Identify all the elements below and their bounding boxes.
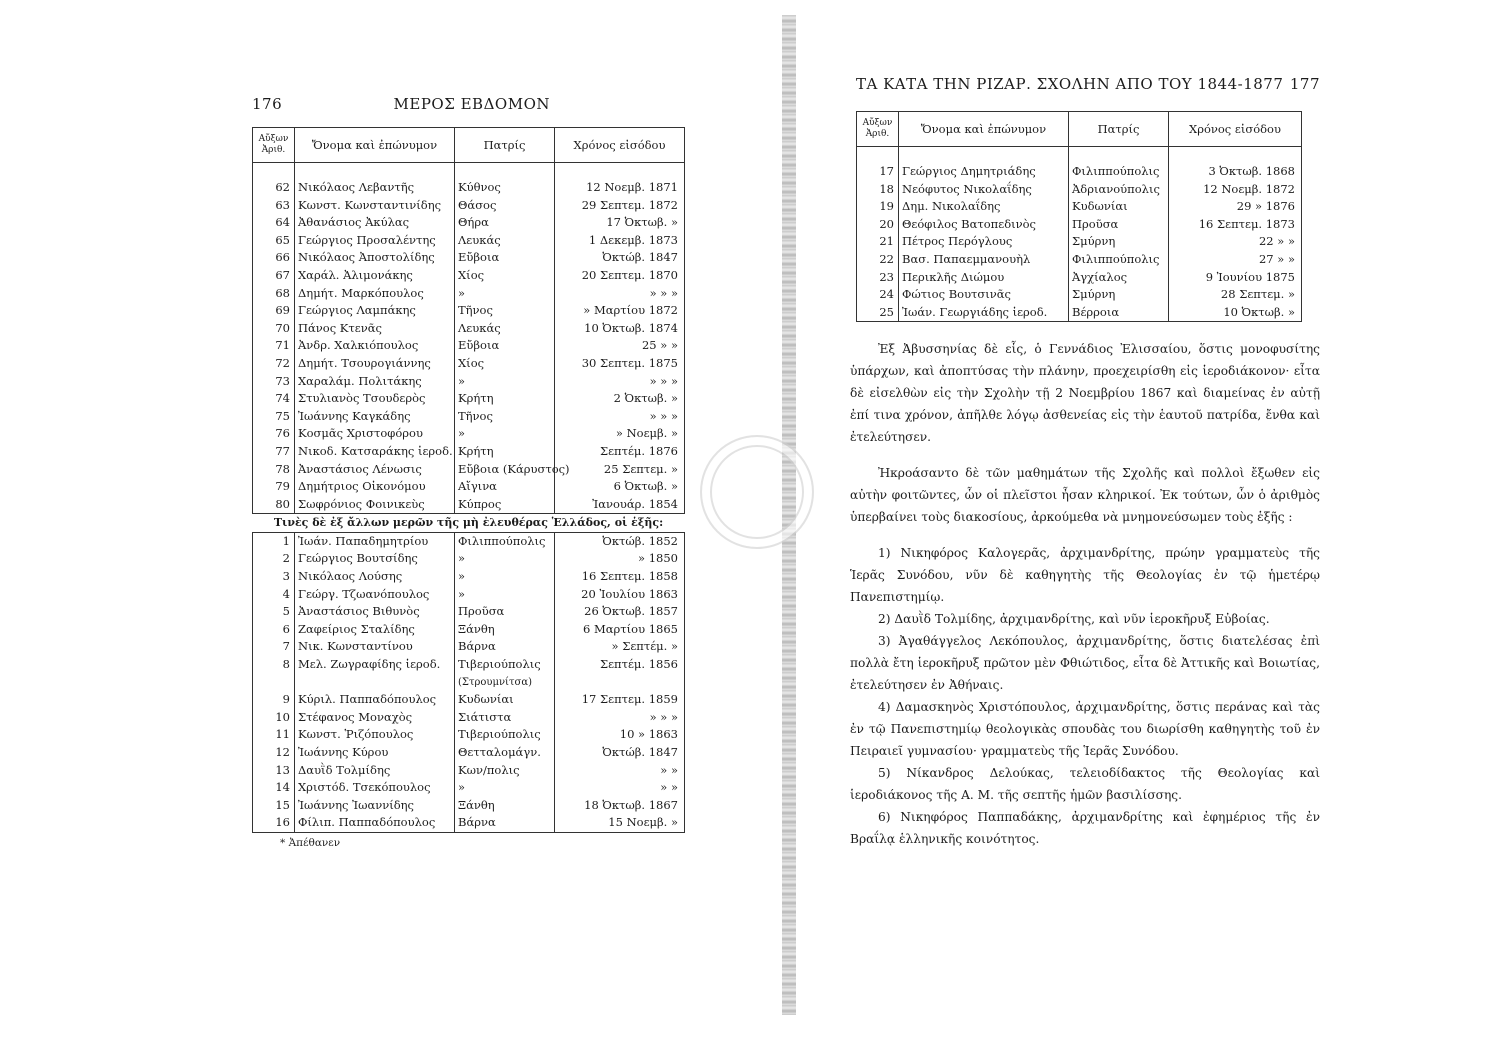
- right-page: [850, 75, 1320, 850]
- entry-date: » » »: [555, 373, 685, 391]
- student-name: Θεόφιλος Βατοπεδινὸς: [899, 216, 1069, 234]
- row-number: 3: [253, 568, 295, 586]
- entry-date: » » »: [555, 408, 685, 426]
- entry-date: Σεπτέμ. 1856: [555, 656, 685, 674]
- table-row: [253, 232, 685, 250]
- homeland: Θετταλομάγν.: [455, 744, 555, 762]
- entry-date: 26 Ὀκτωβ. 1857: [555, 603, 685, 621]
- row-number: 76: [253, 425, 295, 443]
- homeland: Τιβεριούπολις: [455, 656, 555, 674]
- row-number: 13: [253, 762, 295, 780]
- homeland: (Στρουμνίτσα): [455, 674, 555, 692]
- table-row: [253, 461, 685, 479]
- row-number: 63: [253, 197, 295, 215]
- entry-date: 22 » »: [1169, 233, 1302, 251]
- homeland: Ξάνθη: [455, 797, 555, 815]
- homeland: Κρήτη: [455, 390, 555, 408]
- homeland: Σιάτιστα: [455, 709, 555, 727]
- entry-date: 16 Σεπτεμ. 1858: [555, 568, 685, 586]
- homeland: Βέρροια: [1069, 304, 1169, 322]
- clergy-list-item: 1) Νικηφόρος Καλογερᾶς, ἀρχιμανδρίτης, πρώην γραμματεὺς τῆς Ἱερᾶς Συνόδου, νῦν δὲ καθηγητὴς τῆς Θεολογίας ἐν τῷ ἡμετέρῳ Πανεπιστημίῳ.: [850, 546, 1320, 605]
- entry-date: » Νοεμβ. »: [555, 425, 685, 443]
- library-stamp: [700, 435, 814, 549]
- student-name: Πέτρος Περόγλους: [899, 233, 1069, 251]
- table-row: [253, 550, 685, 568]
- homeland: Ξάνθη: [455, 621, 555, 639]
- paragraph-abyssinia: Ἐξ Ἀβυσσηνίας δὲ εἷς, ὁ Γεννάδιος Ἐλισσαίου, ὅστις μονοφυσίτης ὑπάρχων, καὶ ἀποπτύσας τὴν πλάνην, προεχειρίσθη εἰς ἱεροδιάκονον· εἶτα δὲ εἰσελθὼν εἰς τὴν Σχολὴν τῇ 2 Νοεμβρίου 1867 καὶ διαμείνας ἐν αὐτῇ ἐπί τινα χρόνον, ἀπῆλθε λόγῳ ἀσθενείας εἰς τὴν ἑαυτοῦ πατρίδα, ἔνθα καὶ ἐτελεύτησεν.: [850, 342, 1320, 445]
- homeland: Προῦσα: [1069, 216, 1169, 234]
- homeland: Λευκάς: [455, 232, 555, 250]
- entry-date: Ὀκτώβ. 1847: [555, 744, 685, 762]
- student-name: Στέφανος Μοναχὸς: [295, 709, 455, 727]
- student-name: Ἀναστάσιος Λένωσις: [295, 461, 455, 479]
- row-number: 11: [253, 726, 295, 744]
- homeland: Βάρνα: [455, 814, 555, 832]
- table-row: [253, 285, 685, 303]
- student-name: Νικ. Κωνσταντίνου: [295, 638, 455, 656]
- entry-date: 27 » »: [1169, 251, 1302, 269]
- right-running-head: ΤΑ ΚΑΤΑ ΤΗΝ ΡΙΖΑΡ. ΣΧΟΛΗΝ ΑΠΟ ΤΟΥ 1844-1877: [856, 75, 1284, 93]
- student-name: Περικλῆς Διώμου: [899, 269, 1069, 287]
- homeland: Κύπρος: [455, 496, 555, 514]
- table-row: [857, 304, 1302, 322]
- row-number: 23: [857, 269, 899, 287]
- entry-date: 29 Σεπτεμ. 1872: [555, 197, 685, 215]
- row-number: 70: [253, 320, 295, 338]
- table-row: [253, 337, 685, 355]
- table-row: [253, 443, 685, 461]
- table-row: [253, 691, 685, 709]
- row-number: 65: [253, 232, 295, 250]
- entry-date: Ἰανουάρ. 1854: [555, 496, 685, 514]
- table-row: [857, 286, 1302, 304]
- table-row: [253, 496, 685, 514]
- entry-date: 20 Ἰουλίου 1863: [555, 586, 685, 604]
- entry-date: 10 Ὀκτωβ. »: [1169, 304, 1302, 322]
- entry-date: » » »: [555, 285, 685, 303]
- table-row: [253, 638, 685, 656]
- row-number: 1: [253, 532, 295, 550]
- row-number: 67: [253, 267, 295, 285]
- student-name: Φίλιπ. Παππαδόπουλος: [295, 814, 455, 832]
- left-page-header: [240, 95, 700, 113]
- row-number: 68: [253, 285, 295, 303]
- row-number: 64: [253, 214, 295, 232]
- homeland: »: [455, 568, 555, 586]
- table-row: [253, 408, 685, 426]
- right-page-header: [850, 75, 1320, 93]
- row-number: 79: [253, 478, 295, 496]
- row-number: 21: [857, 233, 899, 251]
- right-page-number: 177: [1289, 75, 1320, 93]
- table-row: [253, 179, 685, 197]
- student-name: Κωνστ. Κωνσταντινίδης: [295, 197, 455, 215]
- row-number: 80: [253, 496, 295, 514]
- row-number: 25: [857, 304, 899, 322]
- row-number: [253, 674, 295, 692]
- entry-date: 12 Νοεμβ. 1871: [555, 179, 685, 197]
- row-number: 9: [253, 691, 295, 709]
- student-name: Μελ. Ζωγραφίδης ἱεροδ.: [295, 656, 455, 674]
- homeland: Λευκάς: [455, 320, 555, 338]
- student-name: Κωνστ. Ῥιζόπουλος: [295, 726, 455, 744]
- student-name: Δημ. Νικολαΐδης: [899, 198, 1069, 216]
- section-heading-row: [253, 514, 685, 533]
- entry-date: » »: [555, 779, 685, 797]
- homeland: »: [455, 373, 555, 391]
- student-name: Ἀναστάσιος Βιθυνὸς: [295, 603, 455, 621]
- clergy-list-item: 6) Νικηφόρος Παππαδάκης, ἀρχιμανδρίτης καὶ ἐφημέριος τῆς ἐν Βραΐλᾳ ἑλληνικῆς κοινότητος.: [850, 810, 1320, 847]
- table-row: [253, 762, 685, 780]
- column-header-number: Αὔξων Ἀριθ.: [253, 128, 295, 163]
- entry-date: » »: [555, 762, 685, 780]
- row-number: 62: [253, 179, 295, 197]
- table-row: [253, 621, 685, 639]
- table-row: [253, 532, 685, 550]
- entry-date: Ὀκτώβ. 1852: [555, 532, 685, 550]
- student-name: Δημήτριος Οἰκονόμου: [295, 478, 455, 496]
- student-name: Χριστόδ. Τσεκόπουλος: [295, 779, 455, 797]
- homeland: Τῆνος: [455, 408, 555, 426]
- student-name: Γεώργιος Βουτσίδης: [295, 550, 455, 568]
- table-row: [253, 267, 685, 285]
- row-number: 78: [253, 461, 295, 479]
- entry-date: » Μαρτίου 1872: [555, 302, 685, 320]
- student-name: Γεώργιος Προσαλέντης: [295, 232, 455, 250]
- homeland: Εὔβοια (Κάρυστος): [455, 461, 555, 479]
- entry-date: 10 » 1863: [555, 726, 685, 744]
- row-number: 72: [253, 355, 295, 373]
- table-row: [253, 797, 685, 815]
- table-row: [857, 198, 1302, 216]
- table-row: [253, 373, 685, 391]
- entry-date: 2 Ὀκτωβ. »: [555, 390, 685, 408]
- column-header-homeland: Πατρίς: [455, 128, 555, 163]
- homeland: Προῦσα: [455, 603, 555, 621]
- row-number: 16: [253, 814, 295, 832]
- table-row: [253, 320, 685, 338]
- row-number: 6: [253, 621, 295, 639]
- student-name: Χαραλάμ. Πολιτάκης: [295, 373, 455, 391]
- homeland: Θάσος: [455, 197, 555, 215]
- right-student-table: [856, 111, 1302, 322]
- student-name: [295, 674, 455, 692]
- table-row: [857, 269, 1302, 287]
- entry-date: 28 Σεπτεμ. »: [1169, 286, 1302, 304]
- student-name: Δημήτ. Τσουρογιάννης: [295, 355, 455, 373]
- entry-date: 17 Σεπτεμ. 1859: [555, 691, 685, 709]
- left-page: [240, 95, 700, 849]
- column-header-entry-date: Χρόνος εἰσόδου: [1169, 112, 1302, 147]
- homeland: Φιλιππούπολις: [1069, 163, 1169, 181]
- row-number: 4: [253, 586, 295, 604]
- table-row: [253, 674, 685, 692]
- row-number: 74: [253, 390, 295, 408]
- entry-date: 1 Δεκεμβ. 1873: [555, 232, 685, 250]
- table-row: [253, 302, 685, 320]
- row-number: 14: [253, 779, 295, 797]
- table-row: [253, 390, 685, 408]
- homeland: Φιλιππούπολις: [1069, 251, 1169, 269]
- student-name: Πάνος Κτενᾶς: [295, 320, 455, 338]
- row-number: 77: [253, 443, 295, 461]
- student-name: Νικόλαος Λεβαντῆς: [295, 179, 455, 197]
- row-number: 75: [253, 408, 295, 426]
- right-table-header-row: [857, 112, 1302, 147]
- table-row: [253, 744, 685, 762]
- row-number: 71: [253, 337, 295, 355]
- student-name: Ἰωάννης Ἰωαννίδης: [295, 797, 455, 815]
- homeland: Σμύρνη: [1069, 286, 1169, 304]
- entry-date: 29 » 1876: [1169, 198, 1302, 216]
- row-number: 5: [253, 603, 295, 621]
- row-number: 69: [253, 302, 295, 320]
- row-number: 66: [253, 249, 295, 267]
- homeland: »: [455, 550, 555, 568]
- table-row: [857, 163, 1302, 181]
- row-number: 19: [857, 198, 899, 216]
- row-number: 8: [253, 656, 295, 674]
- student-name: Ἰωάννης Κύρου: [295, 744, 455, 762]
- entry-date: 15 Νοεμβ. »: [555, 814, 685, 832]
- table-row: [857, 216, 1302, 234]
- entry-date: 20 Σεπτεμ. 1870: [555, 267, 685, 285]
- row-number: 15: [253, 797, 295, 815]
- clergy-list-item: 4) Δαμασκηνὸς Χριστόπουλος, ἀρχιμανδρίτης, ὅστις περάνας καὶ τὰς ἐν τῷ Πανεπιστημίῳ θεολογικὰς σπουδὰς του διωρίσθη καθηγητὴς τοῦ ἐν Πειραιεῖ γυμνασίου· γραμματεὺς τῆς Ἱερᾶς Συνόδου.: [850, 700, 1320, 759]
- student-name: Γεώργ. Τζωανόπουλος: [295, 586, 455, 604]
- student-name: Γεώργιος Λαμπάκης: [295, 302, 455, 320]
- left-table-header-row: [253, 128, 685, 163]
- homeland: Τιβεριούπολις: [455, 726, 555, 744]
- student-name: Ἀθανάσιος Ἀκύλας: [295, 214, 455, 232]
- table-row: [253, 568, 685, 586]
- entry-date: » Σεπτέμ. »: [555, 638, 685, 656]
- table-row: [253, 478, 685, 496]
- row-number: 7: [253, 638, 295, 656]
- row-number: 20: [857, 216, 899, 234]
- student-name: Ζαφείριος Σταλίδης: [295, 621, 455, 639]
- entry-date: » » »: [555, 709, 685, 727]
- student-name: Ἰωάν. Παπαδημητρίου: [295, 532, 455, 550]
- homeland: Φιλιππούπολις: [455, 532, 555, 550]
- entry-date: 25 Σεπτεμ. »: [555, 461, 685, 479]
- student-name: Στυλιανὸς Τσουδερὸς: [295, 390, 455, 408]
- entry-date: 30 Σεπτεμ. 1875: [555, 355, 685, 373]
- table-row: [253, 355, 685, 373]
- homeland: Αἴγινα: [455, 478, 555, 496]
- student-name: Ἀνδρ. Χαλκιόπουλος: [295, 337, 455, 355]
- table-row: [253, 249, 685, 267]
- student-name: Σωφρόνιος Φοινικεὺς: [295, 496, 455, 514]
- entry-date: [555, 674, 685, 692]
- row-number: 12: [253, 744, 295, 762]
- homeland: Εὔβοια: [455, 337, 555, 355]
- entry-date: 6 Μαρτίου 1865: [555, 621, 685, 639]
- entry-date: 18 Ὀκτωβ. 1867: [555, 797, 685, 815]
- entry-date: 25 » »: [555, 337, 685, 355]
- entry-date: 9 Ἰουνίου 1875: [1169, 269, 1302, 287]
- student-name: Νικόλαος Λούσης: [295, 568, 455, 586]
- student-name: Δαυῒδ Τολμίδης: [295, 762, 455, 780]
- left-page-number: 176: [252, 95, 283, 113]
- entry-date: » 1850: [555, 550, 685, 568]
- table-row: [253, 586, 685, 604]
- homeland: Βάρνα: [455, 638, 555, 656]
- student-name: Ἰωάν. Γεωργιάδης ἱεροδ.: [899, 304, 1069, 322]
- row-number: 10: [253, 709, 295, 727]
- entry-date: Ὀκτώβ. 1847: [555, 249, 685, 267]
- homeland: Κων/πολις: [455, 762, 555, 780]
- homeland: Ἀγχίαλος: [1069, 269, 1169, 287]
- student-name: Φώτιος Βουτσινᾶς: [899, 286, 1069, 304]
- table-row: [857, 181, 1302, 199]
- homeland: Κύθνος: [455, 179, 555, 197]
- homeland: »: [455, 425, 555, 443]
- student-name: Γεώργιος Δημητριάδης: [899, 163, 1069, 181]
- entry-date: 10 Ὀκτωβ. 1874: [555, 320, 685, 338]
- homeland: Εὔβοια: [455, 249, 555, 267]
- column-header-name: Ὄνομα καὶ ἐπώνυμον: [295, 128, 455, 163]
- homeland: »: [455, 779, 555, 797]
- student-name: Νικόλαος Ἀποστολίδης: [295, 249, 455, 267]
- column-header-homeland: Πατρίς: [1069, 112, 1169, 147]
- row-number: 17: [857, 163, 899, 181]
- homeland: Χίος: [455, 355, 555, 373]
- clergy-list-item: 5) Νίκανδρος Δελούκας, τελειοδίδακτος τῆς Θεολογίας καὶ ἱεροδιάκονος τῆς Α. Μ. τῆς σεπτῆς ἡμῶν βασιλίσσης.: [850, 766, 1320, 803]
- table-spacer-row: [857, 147, 1302, 164]
- column-header-name: Ὄνομα καὶ ἐπώνυμον: [899, 112, 1069, 147]
- table-row: [253, 197, 685, 215]
- homeland: »: [455, 586, 555, 604]
- entry-date: 3 Ὀκτωβ. 1868: [1169, 163, 1302, 181]
- entry-date: 6 Ὀκτωβ. »: [555, 478, 685, 496]
- homeland: Κυδωνίαι: [455, 691, 555, 709]
- left-student-table: [252, 127, 685, 833]
- table-row: [857, 233, 1302, 251]
- student-name: Βασ. Παπαεμμανουὴλ: [899, 251, 1069, 269]
- entry-date: 12 Νοεμβ. 1872: [1169, 181, 1302, 199]
- column-header-number: Αὔξων Ἀριθ.: [857, 112, 899, 147]
- table-row: [253, 603, 685, 621]
- entry-date: Σεπτέμ. 1876: [555, 443, 685, 461]
- student-name: Νεόφυτος Νικολαΐδης: [899, 181, 1069, 199]
- student-name: Δημήτ. Μαρκόπουλος: [295, 285, 455, 303]
- table-row: [857, 251, 1302, 269]
- table-row: [253, 214, 685, 232]
- clergy-list-item: 3) Ἀγαθάγγελος Λεκόπουλος, ἀρχιμανδρίτης, ὅστις διατελέσας ἐπὶ πολλὰ ἔτη ἱεροκῆρυξ πρῶτον μὲν Φθιώτιδος, εἶτα δὲ Ἀττικῆς καὶ Βοιωτίας, ἐτελεύτησεν ἐν Ἀθήναις.: [850, 634, 1320, 693]
- homeland: Κρήτη: [455, 443, 555, 461]
- homeland: Τῆνος: [455, 302, 555, 320]
- table-row: [253, 656, 685, 674]
- footnote: * Ἀπέθανεν: [280, 836, 341, 849]
- row-number: 2: [253, 550, 295, 568]
- student-name: Χαράλ. Ἀλιμονάκης: [295, 267, 455, 285]
- entry-date: 16 Σεπτεμ. 1873: [1169, 216, 1302, 234]
- clergy-list-item: 2) Δαυῒδ Τολμίδης, ἀρχιμανδρίτης, καὶ νῦν ἱεροκῆρυξ Εὐβοίας.: [878, 612, 1270, 627]
- left-running-head: ΜΕΡΟΣ ΕΒΔΟΜΟΝ: [393, 95, 550, 113]
- entry-date: 17 Ὀκτωβ. »: [555, 214, 685, 232]
- table-row: [253, 814, 685, 832]
- homeland: Χίος: [455, 267, 555, 285]
- row-number: 22: [857, 251, 899, 269]
- student-name: Ἰωάννης Καγκάδης: [295, 408, 455, 426]
- clergy-list: [850, 542, 1320, 850]
- student-name: Κύριλ. Παππαδόπουλος: [295, 691, 455, 709]
- row-number: 73: [253, 373, 295, 391]
- table-row: [253, 779, 685, 797]
- table-row: [253, 709, 685, 727]
- homeland: Θήρα: [455, 214, 555, 232]
- student-name: Νικοδ. Κατσαράκης ἱεροδ.: [295, 443, 455, 461]
- student-name: Κοσμᾶς Χριστοφόρου: [295, 425, 455, 443]
- homeland: Κυδωνίαι: [1069, 198, 1169, 216]
- homeland: Σμύρνη: [1069, 233, 1169, 251]
- section-heading: Τινὲς δὲ ἐξ ἄλλων μερῶν τῆς μὴ ἐλευθέρας Ἑλλάδος, οἱ ἑξῆς:: [253, 514, 685, 533]
- table-spacer-row: [253, 163, 685, 180]
- paragraph-auditors: Ἠκροάσαντο δὲ τῶν μαθημάτων τῆς Σχολῆς καὶ πολλοὶ ἔξωθεν εἰς αὐτὴν φοιτῶντες, ὧν οἱ πλεῖστοι ἦσαν κληρικοί. Ἐκ τούτων, ὧν ὁ ἀριθμὸς ὑπερβαίνει τοὺς διακοσίους, ἀρκούμεθα νὰ μνημονεύσωμεν τοὺς ἑξῆς :: [850, 466, 1320, 525]
- homeland: »: [455, 285, 555, 303]
- column-header-entry-date: Χρόνος εἰσόδου: [555, 128, 685, 163]
- table-row: [253, 425, 685, 443]
- row-number: 24: [857, 286, 899, 304]
- homeland: Ἀδριανούπολις: [1069, 181, 1169, 199]
- row-number: 18: [857, 181, 899, 199]
- table-row: [253, 726, 685, 744]
